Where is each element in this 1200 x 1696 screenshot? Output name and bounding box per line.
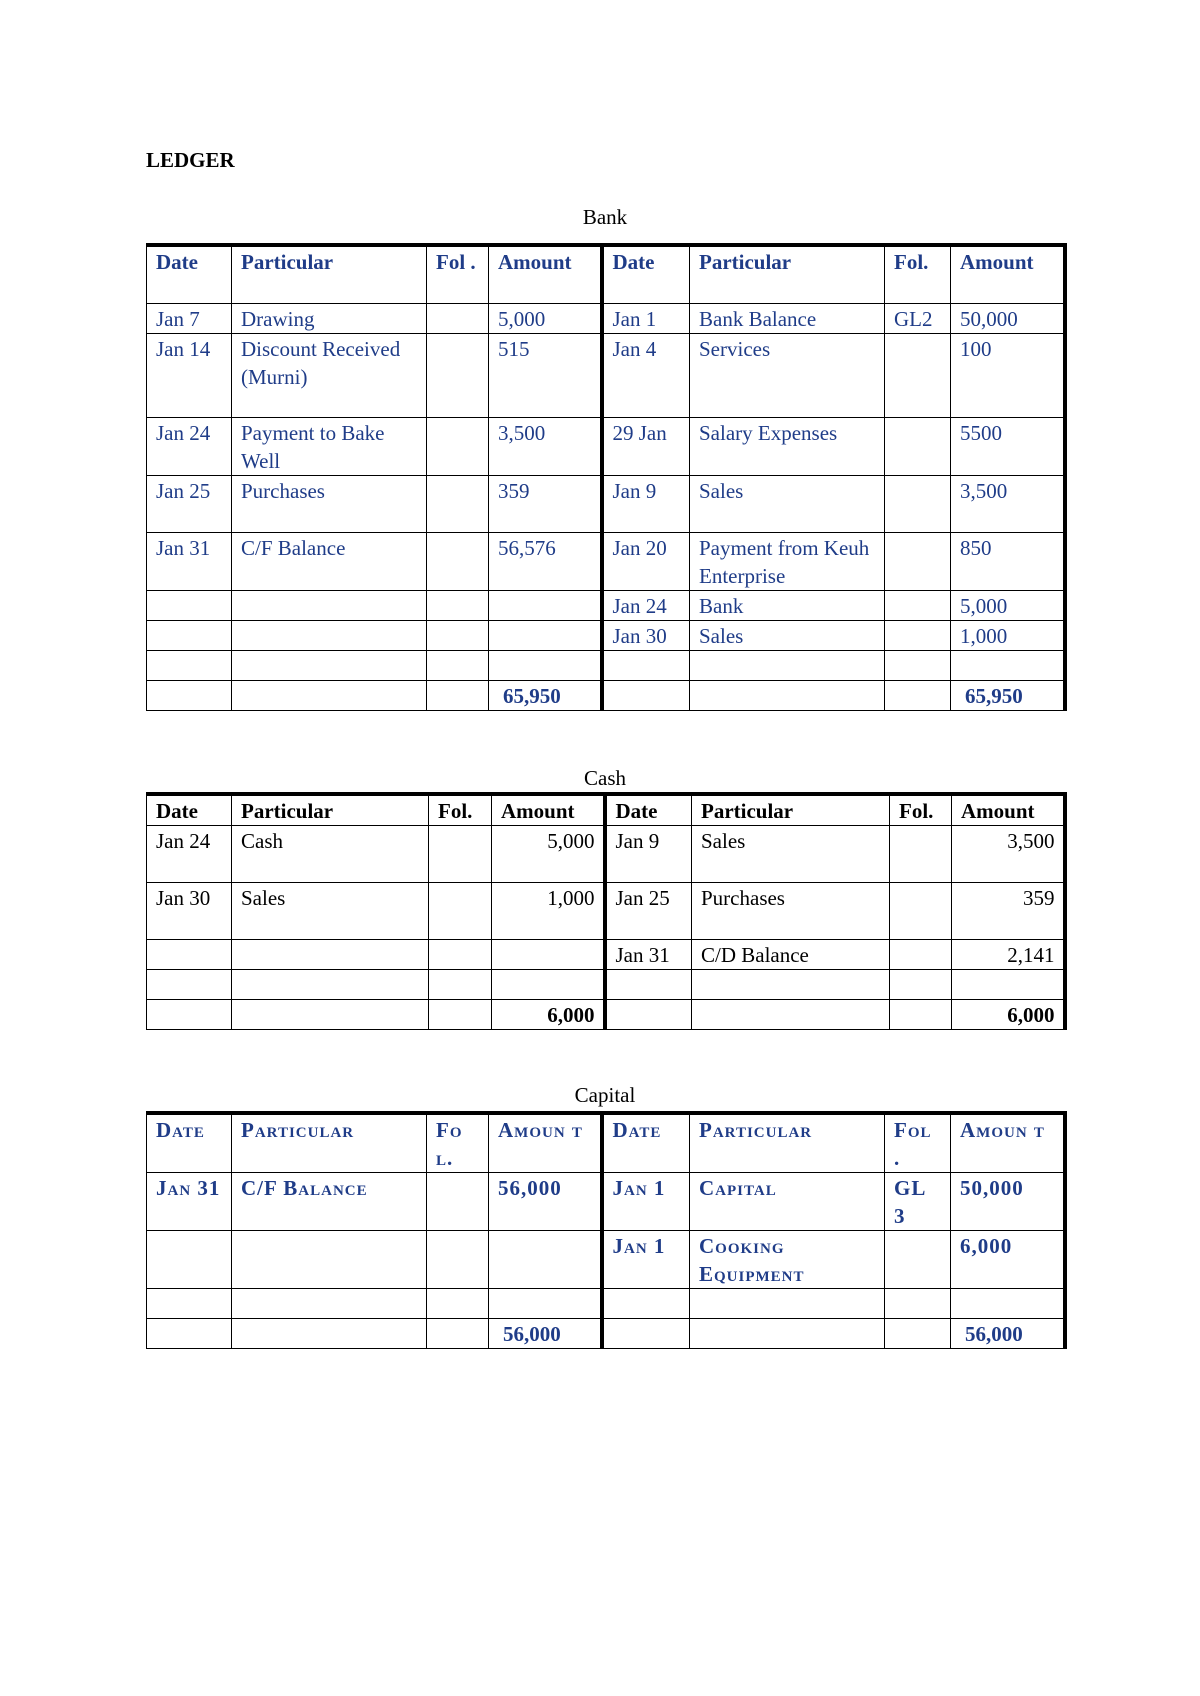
capital-total-empty-cell [147, 1319, 232, 1349]
table-row [147, 970, 1065, 1000]
capital-ledger-table [146, 1111, 1067, 1349]
cash-cell [232, 970, 429, 1000]
table-row [147, 591, 1065, 621]
table-row [147, 651, 1065, 681]
bank-cell: Jan 20 [602, 533, 690, 591]
capital-total-empty-cell [690, 1319, 885, 1349]
bank-cell [147, 621, 232, 651]
table-row [147, 418, 1065, 476]
bank-cell [427, 621, 489, 651]
cash-cell [890, 970, 952, 1000]
cash-totals-row [147, 1000, 1065, 1030]
cash-total-empty-cell [147, 1000, 232, 1030]
page-title: LEDGER [146, 148, 235, 172]
capital-cell [602, 1289, 690, 1319]
capital-total-empty-cell [232, 1319, 427, 1349]
bank-header-cell: Amount [951, 245, 1065, 304]
cash-cell: 359 [952, 883, 1065, 940]
capital-header-cell: Amoun t [951, 1113, 1065, 1173]
bank-cell [147, 651, 232, 681]
cash-cell [232, 940, 429, 970]
cash-cell [147, 940, 232, 970]
table-row [147, 940, 1065, 970]
capital-header-cell: Date [602, 1113, 690, 1173]
capital-cell: Capital [690, 1173, 885, 1231]
cash-cell: Purchases [692, 883, 890, 940]
bank-cell: Payment from Keuh Enterprise [690, 533, 885, 591]
bank-cell: 5500 [951, 418, 1065, 476]
table-row [147, 334, 1065, 418]
cash-cell [429, 970, 492, 1000]
table-row [147, 533, 1065, 591]
bank-cell: Jan 1 [602, 304, 690, 334]
bank-cell [885, 476, 951, 533]
bank-cell: 850 [951, 533, 1065, 591]
bank-cell [885, 591, 951, 621]
capital-cell: Jan 1 [602, 1173, 690, 1231]
bank-cell: 515 [489, 334, 602, 418]
bank-total-amount: 65,950 [489, 681, 602, 711]
bank-cell [232, 621, 427, 651]
bank-cell: Jan 14 [147, 334, 232, 418]
capital-cell [427, 1231, 489, 1289]
capital-cell: GL 3 [885, 1173, 951, 1231]
bank-total-empty-cell [885, 681, 951, 711]
capital-total-empty-cell [427, 1319, 489, 1349]
capital-header-cell: Date [147, 1113, 232, 1173]
bank-cell: Jan 31 [147, 533, 232, 591]
capital-totals-row [147, 1319, 1065, 1349]
cash-cell: 2,141 [952, 940, 1065, 970]
bank-header-cell: Particular [232, 245, 427, 304]
bank-cell: Jan 25 [147, 476, 232, 533]
bank-total-empty-cell [232, 681, 427, 711]
cash-header-cell: Fol. [890, 794, 952, 826]
capital-total-amount: 56,000 [951, 1319, 1065, 1349]
cash-header-cell: Date [147, 794, 232, 826]
cash-total-amount: 6,000 [492, 1000, 605, 1030]
bank-total-empty-cell [427, 681, 489, 711]
table-row [147, 304, 1065, 334]
capital-total-empty-cell [602, 1319, 690, 1349]
bank-cell [232, 591, 427, 621]
bank-cell [885, 418, 951, 476]
capital-cell [427, 1289, 489, 1319]
bank-cell: 359 [489, 476, 602, 533]
bank-header-cell: Date [602, 245, 690, 304]
cash-header-cell: Fol. [429, 794, 492, 826]
cash-cell [890, 940, 952, 970]
cash-ledger-table [146, 792, 1067, 1030]
capital-cell [232, 1289, 427, 1319]
bank-cell [690, 651, 885, 681]
capital-header-cell: Particular [690, 1113, 885, 1173]
cash-cell [492, 970, 605, 1000]
bank-header-cell: Fol. [885, 245, 951, 304]
cash-total-empty-cell [232, 1000, 429, 1030]
capital-cell [232, 1231, 427, 1289]
bank-cell: 5,000 [951, 591, 1065, 621]
bank-cell: 3,500 [489, 418, 602, 476]
bank-header-cell: Date [147, 245, 232, 304]
capital-cell: 56,000 [489, 1173, 602, 1231]
cash-cell: Sales [692, 826, 890, 883]
capital-cell: C/F Balance [232, 1173, 427, 1231]
table-row [147, 621, 1065, 651]
bank-cell: Discount Received (Murni) [232, 334, 427, 418]
bank-header-cell: Amount [489, 245, 602, 304]
capital-title: Capital [574, 1083, 636, 1107]
cash-cell [429, 883, 492, 940]
cash-total-amount: 6,000 [952, 1000, 1065, 1030]
cash-cell: Jan 30 [147, 883, 232, 940]
table-row [147, 1231, 1065, 1289]
capital-cell [951, 1289, 1065, 1319]
bank-cell: 1,000 [951, 621, 1065, 651]
cash-cell [429, 826, 492, 883]
bank-cell [885, 334, 951, 418]
cash-header-cell: Date [605, 794, 692, 826]
bank-cell: Bank Balance [690, 304, 885, 334]
bank-cell [232, 651, 427, 681]
cash-header-cell: Particular [692, 794, 890, 826]
bank-cell: C/F Balance [232, 533, 427, 591]
capital-header-cell: Fol . [885, 1113, 951, 1173]
bank-cell: 5,000 [489, 304, 602, 334]
bank-cell: 100 [951, 334, 1065, 418]
bank-cell: Jan 4 [602, 334, 690, 418]
capital-cell: Cooking Equipment [690, 1231, 885, 1289]
cash-cell [605, 970, 692, 1000]
capital-cell: 50,000 [951, 1173, 1065, 1231]
bank-cell: GL2 [885, 304, 951, 334]
capital-cell: 6,000 [951, 1231, 1065, 1289]
cash-cell [952, 970, 1065, 1000]
bank-cell: Jan 24 [602, 591, 690, 621]
capital-cell [147, 1231, 232, 1289]
bank-total-amount: 65,950 [951, 681, 1065, 711]
cash-cell [429, 940, 492, 970]
bank-cell: Salary Expenses [690, 418, 885, 476]
cash-total-empty-cell [429, 1000, 492, 1030]
cash-header-cell: Amount [952, 794, 1065, 826]
bank-cell [427, 476, 489, 533]
bank-total-empty-cell [147, 681, 232, 711]
bank-title: Bank [582, 205, 628, 229]
table-row [147, 1289, 1065, 1319]
bank-cell: 50,000 [951, 304, 1065, 334]
cash-cell: Jan 31 [605, 940, 692, 970]
bank-cell: Payment to Bake Well [232, 418, 427, 476]
cash-cell: Jan 9 [605, 826, 692, 883]
cash-cell: 1,000 [492, 883, 605, 940]
capital-cell [885, 1289, 951, 1319]
cash-cell: 5,000 [492, 826, 605, 883]
capital-header-cell: Particular [232, 1113, 427, 1173]
bank-cell: Drawing [232, 304, 427, 334]
cash-cell [492, 940, 605, 970]
cash-cell: C/D Balance [692, 940, 890, 970]
cash-total-empty-cell [605, 1000, 692, 1030]
table-row [147, 883, 1065, 940]
bank-header-cell: Fol . [427, 245, 489, 304]
cash-cell [147, 970, 232, 1000]
cash-cell: Sales [232, 883, 429, 940]
bank-cell: Services [690, 334, 885, 418]
bank-cell: 29 Jan [602, 418, 690, 476]
bank-cell: Jan 7 [147, 304, 232, 334]
bank-cell [427, 651, 489, 681]
bank-cell [951, 651, 1065, 681]
bank-cell: 3,500 [951, 476, 1065, 533]
bank-cell [427, 591, 489, 621]
capital-cell [690, 1289, 885, 1319]
capital-header-cell: Fo l. [427, 1113, 489, 1173]
capital-cell [147, 1289, 232, 1319]
bank-cell [602, 651, 690, 681]
bank-total-empty-cell [602, 681, 690, 711]
cash-cell [890, 826, 952, 883]
capital-cell: Jan 1 [602, 1231, 690, 1289]
bank-cell [885, 621, 951, 651]
bank-ledger-table [146, 243, 1067, 711]
bank-cell [427, 334, 489, 418]
table-row [147, 476, 1065, 533]
bank-cell [427, 533, 489, 591]
capital-header-cell: Amoun t [489, 1113, 602, 1173]
bank-cell: Sales [690, 621, 885, 651]
capital-cell: Jan 31 [147, 1173, 232, 1231]
bank-cell [885, 651, 951, 681]
bank-cell [885, 533, 951, 591]
bank-totals-row [147, 681, 1065, 711]
cash-header-cell: Amount [492, 794, 605, 826]
table-row [147, 826, 1065, 883]
cash-total-empty-cell [890, 1000, 952, 1030]
capital-total-amount: 56,000 [489, 1319, 602, 1349]
cash-cell: Jan 25 [605, 883, 692, 940]
bank-cell: Jan 24 [147, 418, 232, 476]
capital-cell [489, 1289, 602, 1319]
capital-total-empty-cell [885, 1319, 951, 1349]
capital-cell [489, 1231, 602, 1289]
table-row [147, 1173, 1065, 1231]
cash-cell: Cash [232, 826, 429, 883]
bank-cell [489, 651, 602, 681]
bank-cell: 56,576 [489, 533, 602, 591]
cash-cell [890, 883, 952, 940]
capital-cell [885, 1231, 951, 1289]
cash-header-cell: Particular [232, 794, 429, 826]
cash-cell: Jan 24 [147, 826, 232, 883]
bank-cell [427, 304, 489, 334]
capital-cell [427, 1173, 489, 1231]
bank-cell: Jan 9 [602, 476, 690, 533]
bank-cell [489, 621, 602, 651]
cash-total-empty-cell [692, 1000, 890, 1030]
bank-cell [427, 418, 489, 476]
bank-cell [147, 591, 232, 621]
cash-title: Cash [584, 766, 626, 790]
bank-header-cell: Particular [690, 245, 885, 304]
bank-total-empty-cell [690, 681, 885, 711]
bank-cell [489, 591, 602, 621]
bank-cell: Bank [690, 591, 885, 621]
cash-cell: 3,500 [952, 826, 1065, 883]
bank-cell: Jan 30 [602, 621, 690, 651]
cash-cell [692, 970, 890, 1000]
bank-cell: Purchases [232, 476, 427, 533]
bank-cell: Sales [690, 476, 885, 533]
